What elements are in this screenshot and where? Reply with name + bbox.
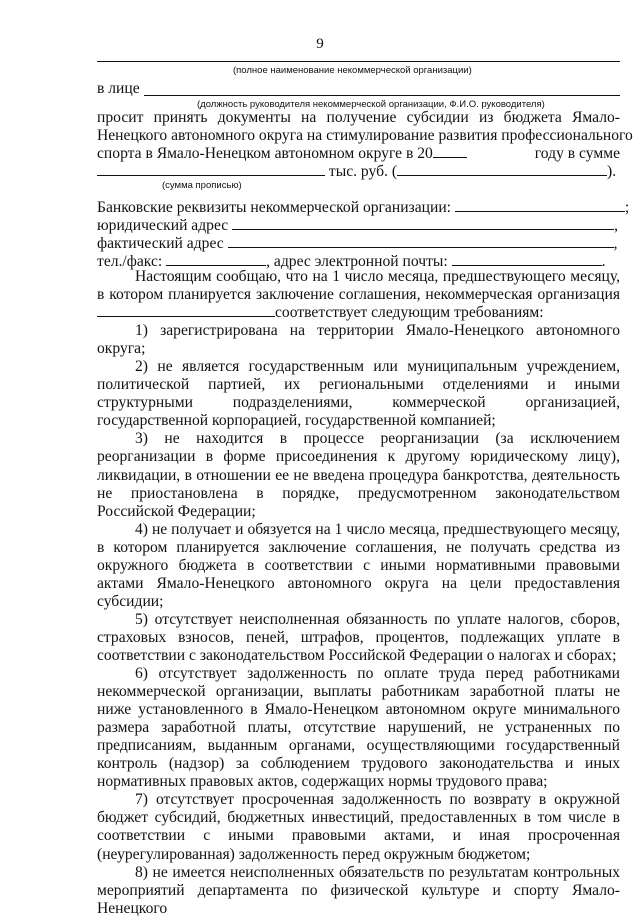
phone-email-line: тел./факс: , адрес электронной почты: . [97, 253, 606, 270]
requirement-item: 1) зарегистрирована на территории Ямало-Ненецкого автономного округа; [97, 322, 620, 358]
head-name-line [144, 95, 620, 96]
requirement-item: 3) не находится в процессе реорганизации (за исключением реорганизации в форме присоединения к другому юридическому лицу), ликвидации, в отношении ее не введена процедура банкротства, деятельность не приостановлена в порядке, предусмотренном законодательством Российской Федерации; [97, 430, 620, 520]
requirement-item: 5) отсутствует неисполненная обязанность по уплате налогов, сборов, страховых взносов, пеней, штрафов, процентов, подлежащих уплате в соответствии с законодательством Российской Федерации о налогах и сборах; [97, 610, 620, 664]
sum-words-field[interactable] [397, 163, 607, 176]
bank-requisites-field[interactable] [455, 199, 625, 212]
phone-field[interactable] [166, 253, 266, 266]
email-field[interactable] [452, 253, 602, 266]
request-line-3: спорта в Ямало-Ненецком автономном округе в 20 году в сумме [97, 145, 620, 162]
caption-org: (полное наименование некоммерческой организации) [233, 65, 472, 76]
requirement-item: 2) не является государственным или муниципальным учреждением, политической партией, их региональными отделениями и иными структурными подразделениями, коммерческой организацией, государственной корпорацией, государственной компанией; [97, 358, 620, 430]
caption-head: (должность руководителя некоммерческой организации, Ф.И.О. руководителя) [197, 99, 545, 110]
bank-requisites-line: Банковские реквизиты некоммерческой организации: ; [97, 199, 630, 216]
requirement-item: 7) отсутствует просроченная задолженность по возврату в окружной бюджет субсидий, бюджетных инвестиций, предоставленных в том числе в соответствии с иными правовыми актами, и иная просроченная (неурегулированная) задолженность перед окружным бюджетом; [97, 791, 620, 863]
actual-address-field[interactable] [228, 235, 614, 248]
requirement-item: 6) отсутствует задолженность по оплате труда перед работниками некоммерческой организации, выплаты работникам заработной платы не ниже установленного в Ямало-Ненецком автономном округе минимального размера заработной платы, отсутствие нарушений, не устраненных по предписаниям, выданным органами, осуществляющими государственный контроль (надзор) за соблюдением трудового законодательства и иных нормативных правовых актов, содержащих нормы трудового права; [97, 665, 620, 791]
intro-paragraph: Настоящим сообщаю, что на 1 число месяца, предшествующего месяцу, в котором планируется заключение соглашения, некоммерческая организация соответствует следующим требованиям: [97, 268, 620, 322]
request-line-1: просит принять документы на получение субсидии из бюджета Ямало- [97, 109, 620, 126]
org-name-line [97, 61, 620, 62]
requirement-item: 4) не получает и обязуется на 1 число месяца, предшествующего месяцу, в котором планируется заключение соглашения, не получать средства из окружного бюджета в соответствии с иными нормативными правовыми актами Ямало-Ненецкого автономного округа на цели предоставления субсидии; [97, 520, 620, 610]
legal-address-line: юридический адрес , [97, 217, 619, 234]
year-field[interactable] [433, 145, 467, 158]
request-line-4: тыс. руб. ( ). [97, 163, 616, 181]
actual-address-line: фактический адрес , [97, 235, 618, 252]
requirement-item: 8) не имеется неисполненных обязательств по результатам контрольных мероприятий департамента по физической культуре и спорту Ямало-Ненецкого [97, 863, 620, 917]
org-name-inline-field[interactable] [97, 304, 275, 317]
requirements-body [97, 268, 620, 918]
caption-sum: (сумма прописью) [162, 180, 242, 191]
sum-digits-field[interactable] [97, 163, 325, 176]
v-litse-label: в лице [97, 80, 140, 97]
request-line-2: Ненецкого автономного округа на стимулирование развития профессионального [97, 127, 633, 144]
page-number: 9 [316, 36, 324, 52]
legal-address-field[interactable] [232, 217, 614, 230]
v-litse-line [97, 80, 140, 98]
